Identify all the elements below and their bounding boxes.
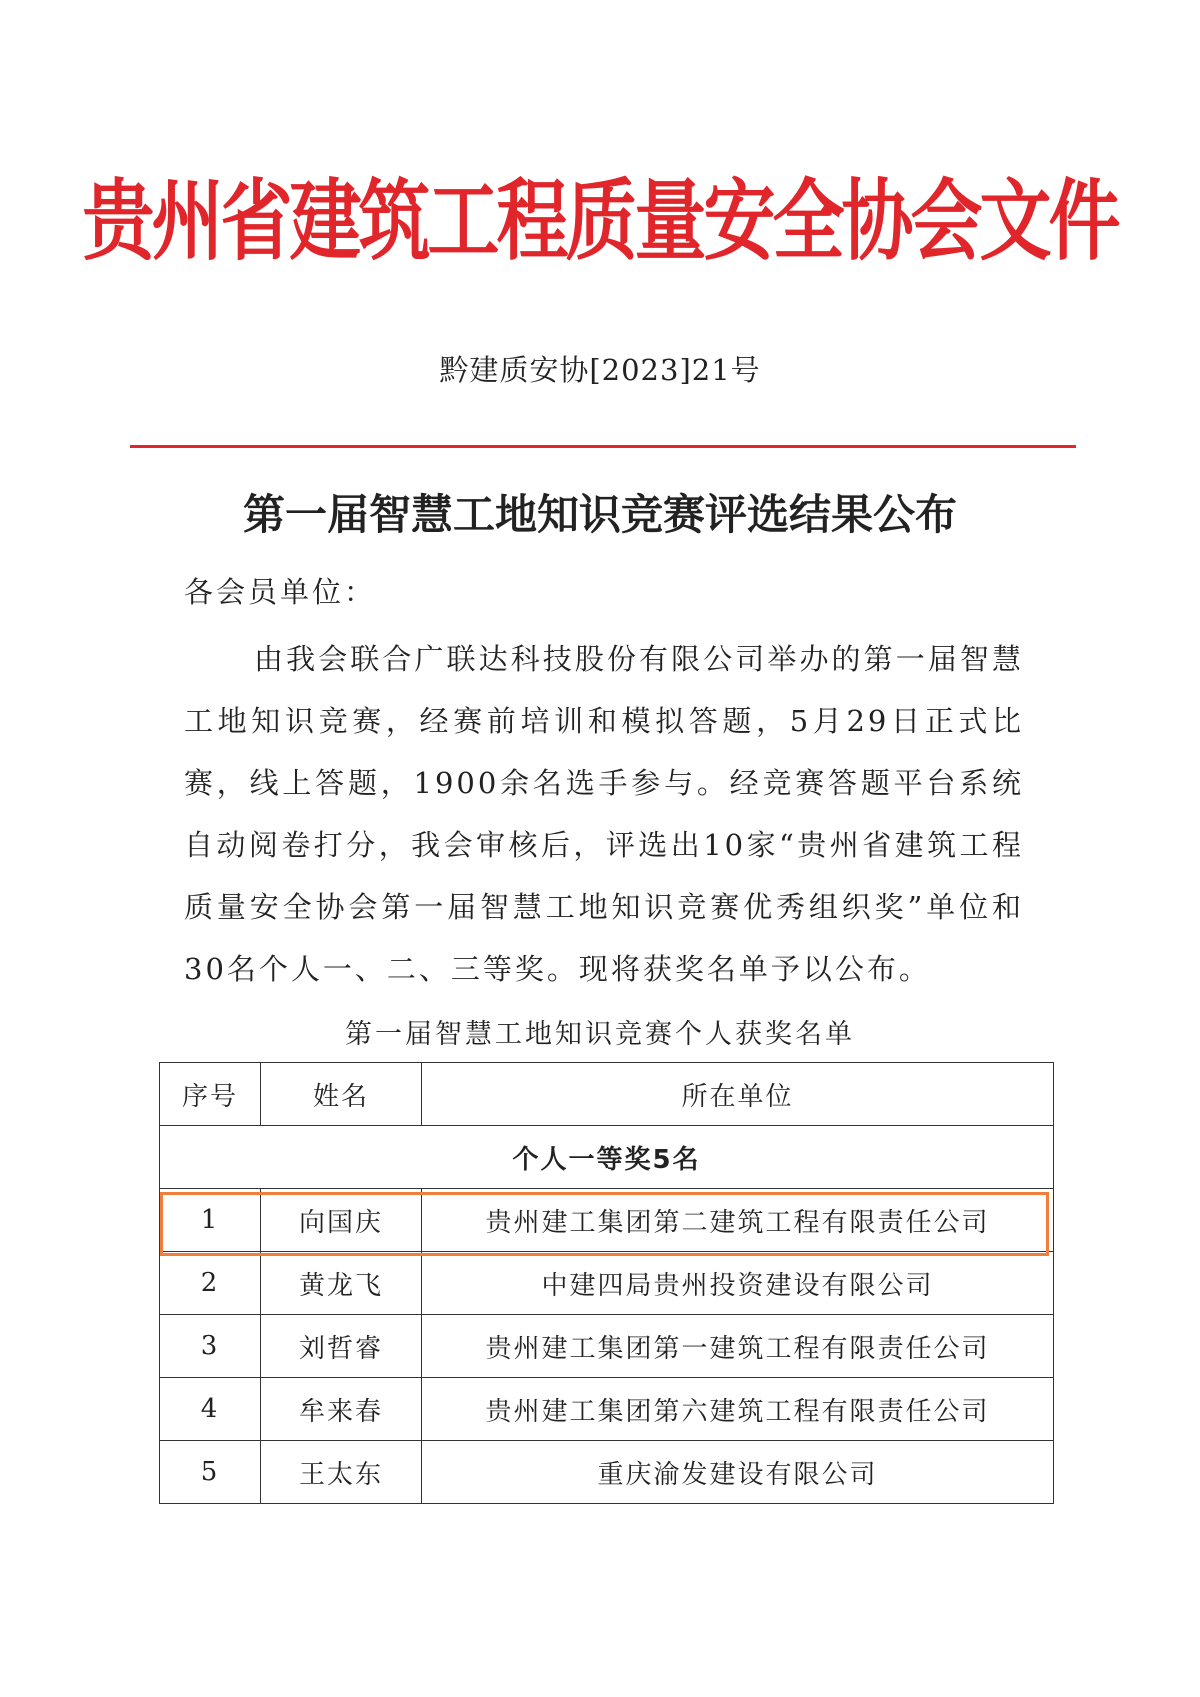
table-row: [160, 1441, 1054, 1504]
document-number: 黔建质安协[2023]21号: [439, 353, 761, 387]
red-divider-line: [130, 445, 1076, 448]
group-label: 个人一等奖5名: [160, 1126, 1054, 1189]
header-name: 姓名: [261, 1063, 422, 1126]
row-unit: 贵州建工集团第一建筑工程有限责任公司: [422, 1315, 1054, 1378]
row-unit: 中建四局贵州投资建设有限公司: [422, 1252, 1054, 1315]
row-name: 向国庆: [261, 1189, 422, 1252]
table-row: [160, 1315, 1054, 1378]
row-no: 5: [160, 1441, 261, 1504]
row-unit: 贵州建工集团第六建筑工程有限责任公司: [422, 1378, 1054, 1441]
row-no: 3: [160, 1315, 261, 1378]
group-row-first-prize: [160, 1126, 1054, 1189]
row-name: 黄龙飞: [261, 1252, 422, 1315]
row-unit: 贵州建工集团第二建筑工程有限责任公司: [422, 1189, 1054, 1252]
row-name: 王太东: [261, 1441, 422, 1504]
table-row: [160, 1189, 1054, 1252]
table-header-row: [160, 1063, 1054, 1126]
header-unit: 所在单位: [422, 1063, 1054, 1126]
table-row: [160, 1252, 1054, 1315]
row-name: 牟来春: [261, 1378, 422, 1441]
row-no: 1: [160, 1189, 261, 1252]
body-paragraph: 由我会联合广联达科技股份有限公司举办的第一届智慧工地知识竞赛，经赛前培训和模拟答题，5月29日正式比赛，线上答题，1900余名选手参与。经竞赛答题平台系统自动阅卷打分，我会审核后，评选出10家“贵州省建筑工程质量安全协会第一届智慧工地知识竞赛优秀组织奖”单位和30名个人一、二、三等奖。现将获奖名单予以公布。: [184, 642, 1024, 986]
row-no: 4: [160, 1378, 261, 1441]
table-row: [160, 1378, 1054, 1441]
organization-header: 贵州省建筑工程质量安全协会文件: [82, 169, 1118, 272]
table-caption: 第一届智慧工地知识竞赛个人获奖名单: [345, 1019, 855, 1050]
salutation: 各会员单位：: [184, 575, 377, 609]
award-table: [159, 1062, 1054, 1504]
row-name: 刘哲睿: [261, 1315, 422, 1378]
row-unit: 重庆渝发建设有限公司: [422, 1441, 1054, 1504]
notice-title: 第一届智慧工地知识竞赛评选结果公布: [242, 490, 957, 539]
header-no: 序号: [160, 1063, 261, 1126]
row-no: 2: [160, 1252, 261, 1315]
